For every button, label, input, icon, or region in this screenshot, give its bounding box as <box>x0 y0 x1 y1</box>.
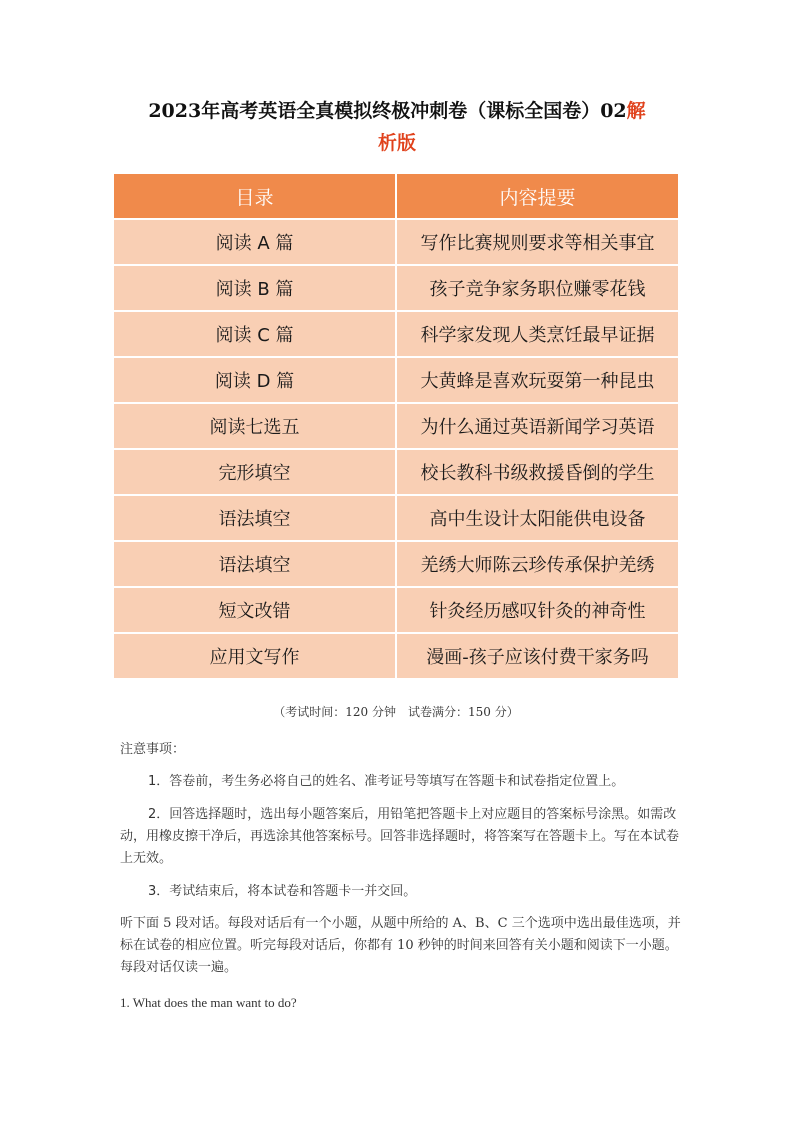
table-row <box>113 219 679 265</box>
section-name: 完形填空 <box>113 449 396 495</box>
section-name: 阅读 A 篇 <box>113 219 396 265</box>
title-main: 2023年高考英语全真模拟终极冲刺卷（课标全国卷）02 <box>148 100 627 122</box>
section-name: 阅读 B 篇 <box>113 265 396 311</box>
section-name: 语法填空 <box>113 495 396 541</box>
table-row <box>113 403 679 449</box>
section-summary: 羌绣大师陈云珍传承保护羌绣 <box>396 541 679 587</box>
document-title <box>110 95 684 159</box>
table-row <box>113 587 679 633</box>
table-row <box>113 633 679 679</box>
section-summary: 写作比赛规则要求等相关事宜 <box>396 219 679 265</box>
section-summary: 孩子竞争家务职位赚零花钱 <box>396 265 679 311</box>
header-contents: 目录 <box>113 173 396 219</box>
section-summary: 为什么通过英语新闻学习英语 <box>396 403 679 449</box>
exam-info: （考试时间：120 分钟 试卷满分：150 分） <box>273 705 519 719</box>
table-row <box>113 311 679 357</box>
section-name: 阅读七选五 <box>113 403 396 449</box>
question-1: 1. What does the man want to do? <box>120 995 297 1010</box>
contents-table <box>112 172 680 680</box>
note-item-3: 3．考试结束后，将本试卷和答题卡一并交回。 <box>148 884 417 899</box>
section-name: 阅读 D 篇 <box>113 357 396 403</box>
section-name: 语法填空 <box>113 541 396 587</box>
section-summary: 校长教科书级救援昏倒的学生 <box>396 449 679 495</box>
section-summary: 大黄蜂是喜欢玩耍第一种昆虫 <box>396 357 679 403</box>
section-name: 应用文写作 <box>113 633 396 679</box>
table-row <box>113 265 679 311</box>
table-row <box>113 541 679 587</box>
table-row <box>113 495 679 541</box>
table-row <box>113 449 679 495</box>
header-summary: 内容提要 <box>396 173 679 219</box>
note-item-2: 2．回答选择题时，选出每小题答案后，用铅笔把答题卡上对应题目的答案标号涂黑。如需改动，用橡皮擦干净后，再选涂其他答案标号。回答非选择题时，将答案写在答题卡上。写在本试卷上无效。 <box>120 807 680 866</box>
table-row <box>113 357 679 403</box>
section-summary: 漫画-孩子应该付费干家务吗 <box>396 633 679 679</box>
section-summary: 高中生设计太阳能供电设备 <box>396 495 679 541</box>
notes-title: 注意事项： <box>120 742 186 757</box>
section-name: 短文改错 <box>113 587 396 633</box>
section-name: 阅读 C 篇 <box>113 311 396 357</box>
section-summary: 科学家发现人类烹饪最早证据 <box>396 311 679 357</box>
title-accent-a: 解 <box>626 100 646 122</box>
listening-instructions: 听下面 5 段对话。每段对话后有一个小题，从题中所给的 A、B、C 三个选项中选出最佳选项，并标在试卷的相应位置。听完每段对话后，你都有 10 秒钟的时间来回答有关小题和阅读下一小题。每段对话仅读一遍。 <box>120 916 681 975</box>
note-item-1: 1．答卷前，考生务必将自己的姓名、准考证号等填写在答题卡和试卷指定位置上。 <box>148 774 625 789</box>
section-summary: 针灸经历感叹针灸的神奇性 <box>396 587 679 633</box>
table-header-row <box>113 173 679 219</box>
title-accent-b: 析版 <box>377 132 416 154</box>
